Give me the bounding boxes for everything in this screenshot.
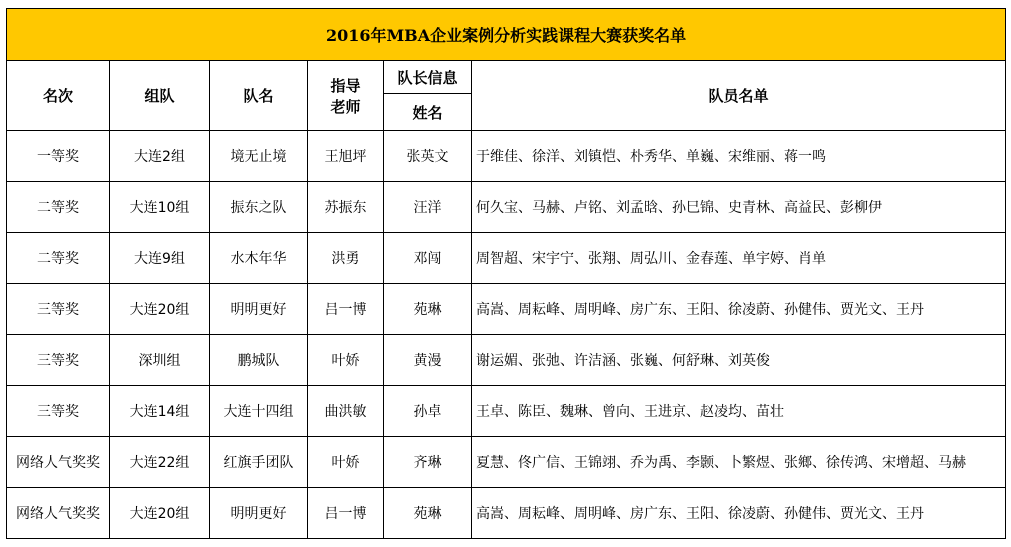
table-row <box>7 182 1006 233</box>
cell-rank: 三等奖 <box>7 386 110 437</box>
cell-group: 大连20组 <box>110 488 210 539</box>
cell-team: 水木年华 <box>210 233 308 284</box>
header-mentor-line2: 老师 <box>330 97 361 116</box>
award-table <box>6 8 1006 539</box>
header-mentor <box>308 61 384 131</box>
cell-rank: 网络人气奖奖 <box>7 437 110 488</box>
table-row <box>7 131 1006 182</box>
cell-members: 谢运媚、张弛、许洁涵、张巍、何舒琳、刘英俊 <box>472 335 1006 386</box>
cell-group: 大连2组 <box>110 131 210 182</box>
cell-rank: 二等奖 <box>7 182 110 233</box>
cell-rank: 二等奖 <box>7 233 110 284</box>
cell-members: 何久宝、马赫、卢铭、刘孟晗、孙巳锦、史青林、高益民、彭柳伊 <box>472 182 1006 233</box>
cell-mentor: 吕一博 <box>308 284 384 335</box>
cell-team: 明明更好 <box>210 488 308 539</box>
header-captain-name: 姓名 <box>384 94 472 131</box>
cell-group: 大连22组 <box>110 437 210 488</box>
cell-members: 高嵩、周耘峰、周明峰、房广东、王阳、徐凌蔚、孙健伟、贾光文、王丹 <box>472 488 1006 539</box>
table-row <box>7 284 1006 335</box>
table-row <box>7 233 1006 284</box>
header-mentor-line1: 指导 <box>330 76 361 95</box>
cell-mentor: 洪勇 <box>308 233 384 284</box>
cell-team: 境无止境 <box>210 131 308 182</box>
cell-rank: 一等奖 <box>7 131 110 182</box>
table-row <box>7 335 1006 386</box>
cell-members: 周智超、宋宇宁、张翔、周弘川、金春莲、单宇婷、肖单 <box>472 233 1006 284</box>
cell-mentor: 吕一博 <box>308 488 384 539</box>
cell-members: 王卓、陈臣、魏琳、曾向、王进京、赵凌均、苗壮 <box>472 386 1006 437</box>
cell-group: 深圳组 <box>110 335 210 386</box>
cell-rank: 三等奖 <box>7 335 110 386</box>
cell-mentor: 王旭坪 <box>308 131 384 182</box>
header-captain-info: 队长信息 <box>384 61 472 94</box>
cell-group: 大连14组 <box>110 386 210 437</box>
cell-captain: 孙卓 <box>384 386 472 437</box>
cell-mentor: 叶娇 <box>308 437 384 488</box>
table-title: 2016年MBA企业案例分析实践课程大赛获奖名单 <box>7 9 1006 61</box>
table-row <box>7 437 1006 488</box>
cell-captain: 黄漫 <box>384 335 472 386</box>
cell-team: 明明更好 <box>210 284 308 335</box>
cell-mentor: 叶娇 <box>308 335 384 386</box>
header-members: 队员名单 <box>472 61 1006 131</box>
table-row <box>7 386 1006 437</box>
cell-group: 大连9组 <box>110 233 210 284</box>
cell-members: 高嵩、周耘峰、周明峰、房广东、王阳、徐凌蔚、孙健伟、贾光文、王丹 <box>472 284 1006 335</box>
cell-members: 夏慧、佟广信、王锦翊、乔为禹、李颢、卜繁煜、张鄉、徐传鸿、宋增超、马赫 <box>472 437 1006 488</box>
cell-captain: 汪洋 <box>384 182 472 233</box>
cell-rank: 网络人气奖奖 <box>7 488 110 539</box>
cell-mentor: 苏振东 <box>308 182 384 233</box>
cell-team: 大连十四组 <box>210 386 308 437</box>
cell-group: 大连20组 <box>110 284 210 335</box>
cell-team: 红旗手团队 <box>210 437 308 488</box>
cell-group: 大连10组 <box>110 182 210 233</box>
cell-captain: 齐琳 <box>384 437 472 488</box>
header-group: 组队 <box>110 61 210 131</box>
cell-captain: 张英文 <box>384 131 472 182</box>
cell-captain: 苑琳 <box>384 284 472 335</box>
cell-mentor: 曲洪敏 <box>308 386 384 437</box>
header-rank: 名次 <box>7 61 110 131</box>
cell-rank: 三等奖 <box>7 284 110 335</box>
cell-captain: 苑琳 <box>384 488 472 539</box>
cell-team: 鹏城队 <box>210 335 308 386</box>
cell-captain: 邓闯 <box>384 233 472 284</box>
cell-team: 振东之队 <box>210 182 308 233</box>
header-team: 队名 <box>210 61 308 131</box>
table-row <box>7 488 1006 539</box>
cell-members: 于维佳、徐洋、刘镇恺、朴秀华、单巍、宋维丽、蒋一鸣 <box>472 131 1006 182</box>
